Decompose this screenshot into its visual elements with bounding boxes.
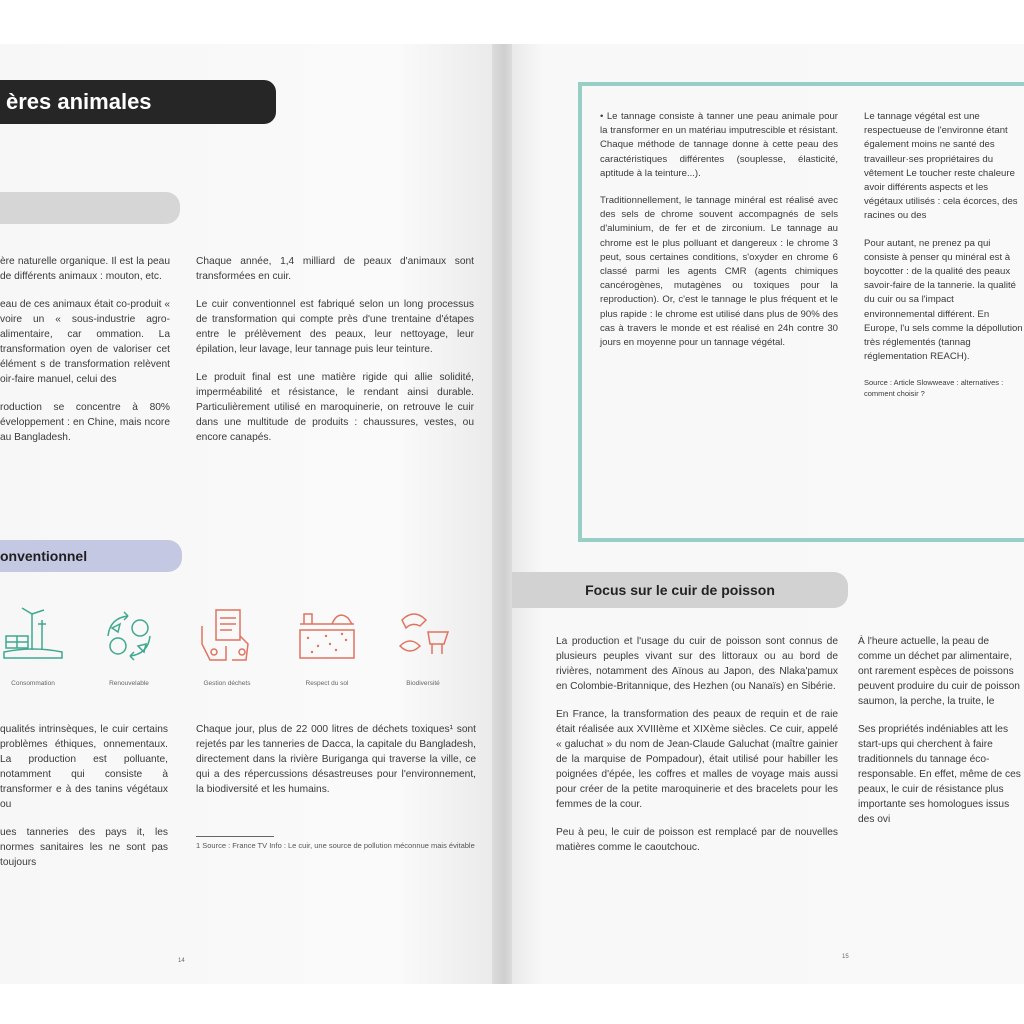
waste-icon (196, 606, 258, 666)
biodiversity-icon (392, 606, 454, 666)
page-number-left: 14 (178, 958, 185, 964)
paragraph: Peu à peu, le cuir de poisson est remplacé par de nouvelles matières comme le caoutchouc. (556, 827, 838, 853)
soil-icon (296, 606, 358, 666)
paragraph: roduction se concentre à 80% éveloppement : en Chine, mais ncore au Bangladesh. (0, 402, 170, 443)
focus-title: Focus sur le cuir de poisson (512, 572, 848, 608)
section-tab-grey (0, 192, 180, 224)
energy-icon (2, 606, 64, 666)
left-col2-top (196, 254, 474, 458)
footnote-rule (196, 836, 274, 837)
paragraph: Pour autant, ne prenez pa qui consiste à penser qu minéral est à boycotter : de la qualité des peaux savoir-faire de la tannerie. la qualité du cuir ou sa l'impact environnemental différent. En Europe, l'u sels comme la dépollution très réglementés (tannag réglementation REACH). (864, 237, 1023, 363)
section-title-conventionnel: onventionnel (0, 540, 182, 572)
paragraph: La production et l'usage du cuir de poisson sont connus de plusieurs peuples vivant sur des littoraux ou au bord de rivières, notamment des Aïnous au Japon, des Nlaka'pamux en Colombie-Britannique, des Hezhen (ou Nanaïs) en Sibérie. (556, 636, 838, 692)
box-col1 (600, 110, 838, 363)
left-page (0, 44, 496, 984)
icon-caption: Respect du sol (305, 680, 349, 687)
right-col2 (858, 634, 1024, 840)
paragraph: qualités intrinsèques, le cuir certains problèmes éthiques, onnementaux. La production est polluante, notamment qui consiste à transformer e à des tanins végétaux ou (0, 724, 168, 810)
paragraph: • Le tannage consiste à tanner une peau animale pour la transformer en un matériau imputrescible et résistant. Chaque méthode de tannage donne à cette peau des caractéristiques différentes (souplesse, élasticité, aptitude à la teinture...). (600, 111, 838, 179)
left-col1-top (0, 254, 170, 458)
icon-caption: Consommation (11, 680, 55, 687)
paragraph: Le tannage végétal est une respectueuse de l'environne étant également moins ne santé des travailleur·ses propriétaires du vêtement Le toucher reste chaleure avoir différents aspects et les végétaux utilisés : cela écorces, des racines ou des (864, 111, 1018, 222)
icon-caption: Renouvelable (109, 680, 149, 687)
icon-caption: Biodiversité (406, 680, 440, 687)
right-page (512, 44, 1024, 984)
paragraph: Chaque jour, plus de 22 000 litres de déchets toxiques¹ sont rejetés par les tanneries de Dacca, la capitale du Bangladesh, directement dans la rivière Buriganga qui traverse la ville, ce qui a des répercussions désastreuses pour l'environnement, la biodiversité et les humains. (196, 724, 476, 795)
paragraph: ère naturelle organique. Il est la peau de différents animaux : mouton, etc. (0, 256, 170, 282)
paragraph: Le cuir conventionnel est fabriqué selon un long processus de transformation qui compte près d'une trentaine d'étapes entre le prélèvement des peaux, leur nettoyage, leur épilation, leur lavage, leur tannage puis leur teinture. (196, 299, 474, 355)
paragraph: Le produit final est une matière rigide qui allie solidité, imperméabilité et résistance, le rendant ainsi durable. Particulièrement utilisé en maroquinerie, on retrouve le cuir dans une multitude de produits : chaussures, vestes, ou encore canapés. (196, 372, 474, 443)
source-note: Source : Article Slowweave : alternatives : comment choisir ? (864, 378, 1004, 399)
paragraph: Chaque année, 1,4 milliard de peaux d'animaux sont transformées en cuir. (196, 256, 474, 282)
left-col1-bottom (0, 722, 168, 883)
left-col2-bottom (196, 722, 476, 810)
paragraph: ues tanneries des pays it, les normes sanitaires les ne sont pas toujours (0, 827, 168, 868)
recycle-icon (98, 606, 160, 666)
paragraph: À l'heure actuelle, la peau de comme un déchet par alimentaire, ont rarement espèces de poissons peuvent produire du cuir de poisson saumon, la perche, la truite, le (858, 636, 1020, 707)
icon-caption: Gestion déchets (203, 680, 251, 687)
footnote: 1 Source : France TV Info : Le cuir, une source de pollution méconnue mais évitable (196, 841, 475, 850)
paragraph: Ses propriétés indéniables att les start-ups qui cherchent à faire traditionnels du tannage éco-responsable. En effet, même de ces peaux, le cuir de résistance plus importante ses homologues issus des ovi (858, 724, 1021, 825)
paragraph: En France, la transformation des peaux de requin et de raie était réalisée aux XVIIIème et XIXème siècles. Ce cuir, appelé « galuchat » du nom de Jean-Claude Galuchat (maître gainier de la marquise de Pompadour), était utilisé pour habiller les poignées d'épée, les coffres et malles de voyage mais aussi pour créer de la petite maroquinerie et des bracelets pour les femmes de la cour. (556, 709, 838, 810)
page-number-right: 15 (842, 954, 849, 960)
box-col2 (864, 110, 1024, 412)
chapter-title: ères animales (0, 80, 276, 124)
right-col1 (556, 634, 838, 868)
paragraph: Traditionnellement, le tannage minéral est réalisé avec des sels de chrome souvent accompagnés de sels d'aluminium, de fer et de zirconium. Le tannage au chrome est le plus polluant et dangereux : le chrome 3 peut, sous certaines conditions, s'oxyder en chrome 6 classé parmi les agents CMR (agents chimiques cancérogènes, mutagènes ou toxiques pour la reproduction). Or, c'est le tannage le plus fréquent et le plus rapide : le chrome est utilisé dans plus de 90% des cas à travers le monde et est réalisé en 24h contre 30 jours en moyenne pour un tannage végétal. (600, 195, 838, 349)
paragraph: eau de ces animaux était co-produit « voire un « sous-industrie agro-alimentaire, car ommation. La transformation oyen de valoriser cet élément s de transformation relèvent oir-faire manuel, celui des (0, 299, 170, 385)
